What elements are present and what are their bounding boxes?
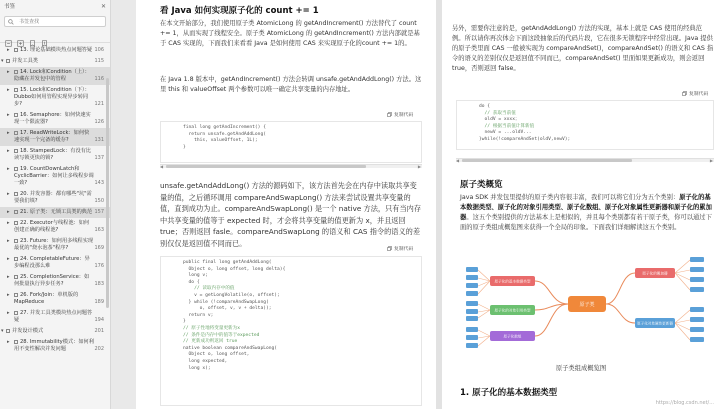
chevron-right-icon[interactable]: ▸ xyxy=(7,191,10,197)
bookmark-label: 13. 理论基础模块热点问题答疑 xyxy=(20,47,93,53)
code-line: // 获取当前值 xyxy=(479,110,516,116)
bookmark-item[interactable] xyxy=(0,110,110,128)
paragraph-bold: 原子化的基本数据类型、原子化的对象引用类型、原子化数组、原子化对象属性更新器和原子化的累加器 xyxy=(460,194,712,221)
bookmark-item[interactable] xyxy=(0,67,110,85)
code-line: long v; xyxy=(183,273,208,279)
bookmark-item[interactable] xyxy=(0,337,110,355)
bookmark-label: 25. CompletionService：如何批量执行异步任务? xyxy=(14,274,90,287)
bookmark-item[interactable] xyxy=(0,128,110,146)
bookmark-page-icon xyxy=(14,167,18,171)
bookmark-page-icon xyxy=(14,311,18,315)
bookmark-item[interactable] xyxy=(0,236,110,254)
bookmark-label: 24. CompletableFuture：异步编程没那么难 xyxy=(14,256,90,269)
bookmark-search[interactable] xyxy=(4,16,106,27)
search-icon xyxy=(8,19,14,25)
code-scrollbar[interactable]: ◀ ▶ xyxy=(456,158,713,163)
code-line: this, valueOffset, 1L); xyxy=(183,138,258,144)
paragraph: 在本文开始部分，我们使用原子类 AtomicLong 的 getAndIncrement() 方法替代了 count += 1，从而实现了线程安全。原子类 AtomicLong 的 getAndIncrement() 方法内部就是基于 CAS 实现的，下面我们来看看 Java 是如何使用 CAS 来实现原子化的count += 1的。 xyxy=(160,20,420,47)
copy-code-button[interactable] xyxy=(682,90,708,97)
bookmark-page-number: 157 xyxy=(94,209,104,215)
code-line: } xyxy=(183,144,186,150)
bookmark-label: 14. Lock和Condition（上）：隐藏在并发包中的管程 xyxy=(14,69,90,82)
section-heading: 看 Java 如何实现原子化的 count += 1 xyxy=(160,6,319,16)
bookmark-item[interactable] xyxy=(0,85,110,110)
copy-label: 复制代码 xyxy=(689,92,709,97)
bookmark-page-icon xyxy=(6,329,10,333)
code-line: Object o, long offset, xyxy=(183,352,250,358)
sidebar-title: 书签 xyxy=(4,4,16,10)
bookmark-label: 20. 并发容器：都有哪些"坑"需要我们填? xyxy=(14,191,92,204)
bookmark-page-number: 116 xyxy=(94,76,104,82)
bookmark-page-number: 189 xyxy=(94,299,104,305)
copy-label: 复制代码 xyxy=(394,113,414,118)
close-icon[interactable]: ✕ xyxy=(100,2,106,10)
sidebar-header xyxy=(0,0,110,12)
code-line: // 条件是内存中的值等于expected xyxy=(183,332,260,338)
sidebar-scrollbar[interactable] xyxy=(106,78,109,308)
code-line: Object o, long offset, long delta){ xyxy=(183,266,286,272)
code-line: long expected, xyxy=(183,358,228,364)
chevron-right-icon[interactable]: ▸ xyxy=(7,87,10,93)
chevron-right-icon[interactable]: ▸ xyxy=(7,209,10,215)
chevron-right-icon[interactable]: ▸ xyxy=(7,220,10,226)
code-line: // 读取内存中的值 xyxy=(183,286,235,292)
chevron-right-icon[interactable]: ▸ xyxy=(7,166,10,172)
code-line: final long getAndIncrement() { xyxy=(183,125,266,130)
mindmap-label: 原子化的累加器 xyxy=(642,271,668,276)
chevron-right-icon[interactable]: ▸ xyxy=(7,310,10,316)
watermark: https://blog.csdn.net/... xyxy=(655,400,714,406)
bookmark-page-number: 183 xyxy=(94,281,104,287)
code-line: } xyxy=(183,319,186,325)
code-block xyxy=(160,121,422,163)
mindmap-label: 原子化对象属性更新器 xyxy=(637,321,673,326)
bookmark-page-number: 143 xyxy=(94,180,104,186)
bookmark-label: 并发工具类 xyxy=(12,58,38,64)
chevron-right-icon[interactable]: ▸ xyxy=(7,69,10,75)
code-line: oldV = xxxx； xyxy=(479,117,520,123)
bookmark-page-number: 106 xyxy=(94,47,104,53)
mindmap-label: 原子化数组 xyxy=(503,334,522,339)
bookmark-icon[interactable] xyxy=(29,32,36,39)
collapse-all-icon[interactable] xyxy=(17,32,24,39)
code-line: // 原子性地将变量更新为x xyxy=(183,325,241,331)
code-scrollbar[interactable]: ◀ ▶ xyxy=(160,164,421,169)
chevron-right-icon[interactable]: ▸ xyxy=(7,292,10,298)
bookmark-item[interactable] xyxy=(0,189,110,207)
expand-all-icon[interactable] xyxy=(5,32,12,39)
code-line: o, offset, v, v + delta)); xyxy=(183,306,272,312)
bookmark-page-icon xyxy=(14,149,18,153)
bookmark-item[interactable] xyxy=(0,164,110,189)
copy-icon xyxy=(682,91,687,96)
bookmark-page-icon xyxy=(14,210,18,214)
bookmark-page-number: 115 xyxy=(94,58,104,64)
code-line: do { xyxy=(479,104,491,109)
bookmark-item[interactable] xyxy=(0,207,110,218)
section-heading: 原子类概览 xyxy=(460,180,503,190)
code-block xyxy=(456,100,714,150)
copy-icon xyxy=(387,246,392,251)
chevron-right-icon[interactable]: ▸ xyxy=(7,238,10,244)
code-line: v = getLongVolatile(o, offset); xyxy=(183,292,280,298)
code-line: return v; xyxy=(183,312,214,318)
bookmark-page-number: 169 xyxy=(94,245,104,251)
bookmark-label: 21. 原子类：无锁工具类的典范 xyxy=(20,209,93,215)
bookmark-item[interactable] xyxy=(0,272,110,290)
bookmark-page-number: 131 xyxy=(94,137,104,143)
bookmark-label: 18. StampedLock：有没有比读写锁更快的锁? xyxy=(14,148,92,161)
bookmark-page-number: 202 xyxy=(94,346,104,352)
figure-caption: 原子类组成概览图 xyxy=(555,365,607,372)
copy-icon xyxy=(387,112,392,117)
bookmark-label: 26. Fork/Join：单机版的MapReduce xyxy=(14,292,79,305)
bookmark-item[interactable] xyxy=(0,45,110,56)
bookmark-page-icon xyxy=(14,70,18,74)
bookmark-item[interactable] xyxy=(0,56,110,67)
bookmark-item[interactable] xyxy=(0,326,110,337)
code-line: } while (!compareAndSwapLong( xyxy=(183,299,269,305)
chevron-right-icon[interactable]: ▸ xyxy=(7,130,10,136)
bookmark-item[interactable] xyxy=(0,308,110,326)
chevron-right-icon[interactable]: ▸ xyxy=(7,47,10,53)
copy-code-button[interactable] xyxy=(387,245,413,252)
bookmark-label: 23. Future：如何用多线程实现最优的"烧水泡茶"程序? xyxy=(14,238,94,251)
bookmark-page-number: 121 xyxy=(94,101,104,107)
code-line: // 更新成功则返回 true xyxy=(183,339,238,345)
code-line: long x); xyxy=(183,365,211,371)
page-left xyxy=(136,0,436,409)
copy-label: 复制代码 xyxy=(394,247,414,252)
bookmark-label: 17. ReadWriteLock：如何快速实现一个完备的缓存? xyxy=(14,130,90,143)
bookmark-page-icon xyxy=(14,48,18,52)
bookmark-item[interactable] xyxy=(0,290,110,308)
code-line: do { xyxy=(183,279,200,285)
code-block xyxy=(160,256,422,406)
paragraph-text: 。这五个类别提供的方法基本上是相似的，并且每个类别都有若干原子类，你可以通过下面的原子类组成概览图来获得一个全局的印象。下面我们详细解读这五个类别。 xyxy=(460,214,712,231)
bookmark-page-number: 126 xyxy=(94,119,104,125)
code-line: // 根据当前值计算新值 xyxy=(479,123,535,129)
bookmark-page-number: 201 xyxy=(94,328,104,334)
code-line: public final long getAndAddLong( xyxy=(183,260,272,265)
paragraph: 另外，需要你注意的是，getAndAddLong() 方法的实现，基本上就是 CAS 使用的经典范例。所以请你再次体会下面这段抽象后的代码片段，它在很多无锁程序中经常出现。Java 提供的原子类里面 CAS 一般被实现为 compareAndSet()，compareAndSet() 的语义和 CAS 指令的语义的差别仅仅是返回值不同而已，compareAndSet() 里面如果更新成功，则会返回 true，否则返回 false。 xyxy=(452,25,714,72)
mindmap-figure xyxy=(460,248,712,360)
code-line: }while(!compareAndSet(oldV,newV); xyxy=(479,136,571,142)
paragraph xyxy=(460,193,716,233)
bookmark-item[interactable] xyxy=(0,146,110,164)
section-heading: 1. 原子化的基本数据类型 xyxy=(460,388,558,398)
bookmark-page-icon xyxy=(14,192,18,196)
copy-code-button[interactable] xyxy=(387,111,413,118)
bookmark-label: 22. Executor与线程池：如何创建正确的线程池? xyxy=(14,220,90,233)
page-right xyxy=(442,0,720,409)
bookmark-sidebar xyxy=(0,0,111,409)
paragraph-text: Java SDK 并发包里提供的原子类内容很丰富，我们可以将它们分为五个类别： xyxy=(460,194,680,201)
sidebar-toolbar xyxy=(0,27,110,43)
bookmark-search-input[interactable] xyxy=(17,18,97,26)
bookmark-page-icon xyxy=(14,275,18,279)
bookmark-label: 19. CountDownLatch和CyclicBarrier：如何让多线程步调一致? xyxy=(14,166,94,186)
chevron-right-icon[interactable]: ▸ xyxy=(7,274,10,280)
mindmap-label: 原子化的对象引用类型 xyxy=(494,308,531,313)
paragraph: 在 Java 1.8 版本中，getAndIncrement() 方法会转调 unsafe.getAndAddLong() 方法。这里 this 和 valueOffset 两个参数可以唯一确定共享变量的内存地址。 xyxy=(160,76,422,93)
code-line: return unsafe.getAndAddLong( xyxy=(183,131,266,137)
bookmark-label: 28. Immutability模式：如何利用不变性解决并发问题 xyxy=(14,339,94,352)
paragraph: unsafe.getAndAddLong() 方法的源码如下，该方法首先会在内存中读取共享变量的值，之后循环调用 compareAndSwapLong() 方法来尝试设置共享变量的值，直到成功为止。compareAndSwapLong() 是一个 native 方法，只有当内存中共享变量的值等于 expected 时，才会将共享变量的值更新为 x，并且返回 true；否则返回 fasle。compareAndSwapLong 的语义和 CAS 指令的语义的差别仅仅是返回值不同而已。 xyxy=(160,181,422,248)
bookmark-page-number: 137 xyxy=(94,155,104,161)
bookmark-page-icon xyxy=(14,293,18,297)
mindmap-label: 原子化的基本数据类型 xyxy=(494,279,531,284)
chevron-right-icon[interactable]: ▸ xyxy=(7,339,10,345)
bookmark-list xyxy=(0,43,110,355)
bookmark-label: 15. Lock和Condition（下）：Dubbo如何用管程实现异步转同步? xyxy=(14,87,90,107)
bookmark-page-icon xyxy=(14,221,18,225)
bookmark-label: 16. Semaphore：如何快速实现一个限流器? xyxy=(14,112,91,125)
code-line: native boolean compareAndSwapLong( xyxy=(183,345,278,351)
bookmark-page-icon xyxy=(14,239,18,243)
chevron-right-icon[interactable]: ▸ xyxy=(7,256,10,262)
bookmark-item[interactable] xyxy=(0,218,110,236)
bookmark-label: 27. 并发工具类模块热点问题答疑 xyxy=(14,310,93,323)
bookmark-page-icon xyxy=(14,88,18,92)
bookmark-page-icon xyxy=(14,131,18,135)
bookmark-page-icon xyxy=(14,113,18,117)
bookmark-page-icon xyxy=(14,257,18,261)
bookmark-label: 并发设计模式 xyxy=(12,328,44,334)
bookmark-page-number: 163 xyxy=(94,227,104,233)
bookmark-page-number: 176 xyxy=(94,263,104,269)
bookmark-page-number: 150 xyxy=(94,198,104,204)
chevron-right-icon[interactable]: ▸ xyxy=(7,112,10,118)
bookmark-page-icon xyxy=(6,59,10,63)
chevron-down-icon[interactable]: ▾ xyxy=(1,58,4,64)
bookmark-item[interactable] xyxy=(0,254,110,272)
bookmark-page-number: 194 xyxy=(94,317,104,323)
chevron-right-icon[interactable]: ▸ xyxy=(7,148,10,154)
code-line: newV = ...oldV... xyxy=(479,130,532,136)
add-bookmark-icon[interactable] xyxy=(41,32,48,39)
chevron-down-icon[interactable]: ▾ xyxy=(1,328,4,334)
bookmark-page-icon xyxy=(14,340,18,344)
mindmap-center-label: 原子类 xyxy=(579,302,595,308)
